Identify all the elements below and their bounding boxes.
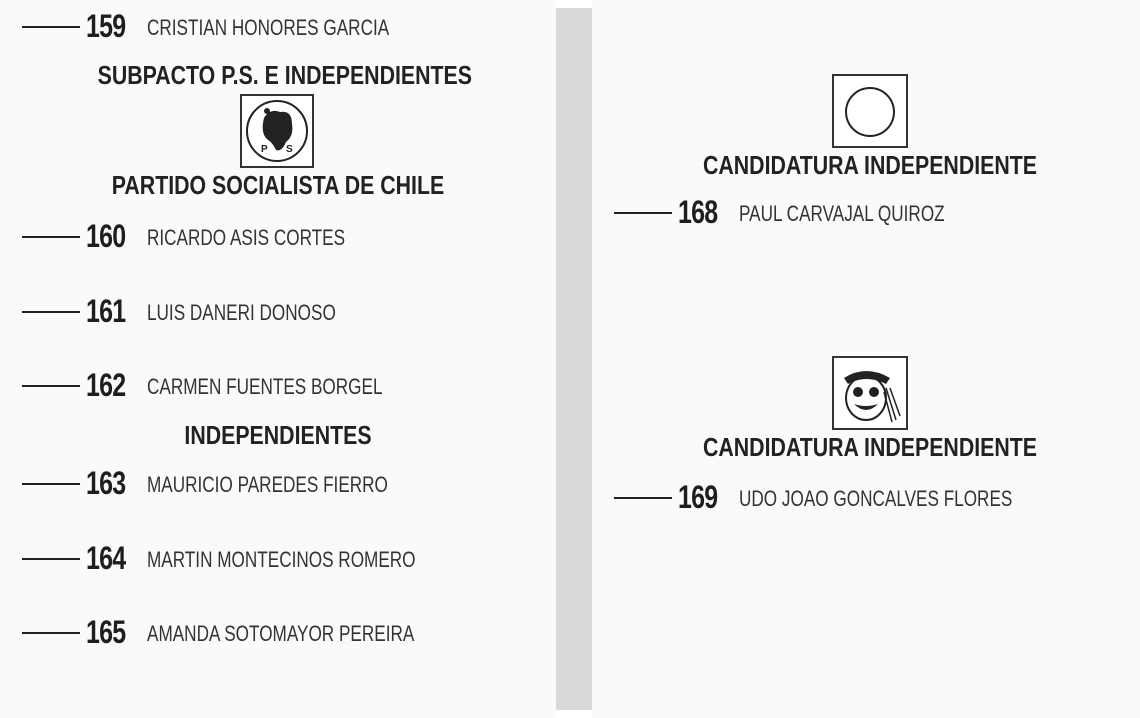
candidate-row[interactable]: [22, 463, 542, 503]
socialist-party-logo-icon: [240, 94, 314, 168]
circle-emblem-icon: [832, 74, 908, 148]
vote-line[interactable]: [22, 558, 80, 560]
candidate-name: RICARDO ASIS CORTES: [147, 225, 346, 250]
vote-line[interactable]: [22, 385, 80, 387]
vote-line[interactable]: [614, 497, 672, 499]
candidate-row[interactable]: [22, 291, 542, 331]
candidate-number: 169: [678, 479, 718, 515]
svg-text:S: S: [286, 144, 293, 155]
candidate-row[interactable]: [22, 6, 542, 46]
candidate-number: 159: [86, 8, 126, 44]
candidate-number: 161: [86, 293, 126, 329]
candidate-name: MAURICIO PAREDES FIERRO: [147, 472, 388, 497]
candidate-number: 165: [86, 614, 126, 650]
party-title: PARTIDO SOCIALISTA DE CHILE: [111, 170, 445, 200]
candidate-row[interactable]: [22, 612, 542, 652]
candidate-name: AMANDA SOTOMAYOR PEREIRA: [147, 621, 415, 646]
candidate-number: 168: [678, 194, 718, 230]
candidate-number: 164: [86, 540, 126, 576]
vote-line[interactable]: [22, 311, 80, 313]
candidate-name: LUIS DANERI DONOSO: [147, 300, 336, 325]
candidate-row[interactable]: [22, 538, 542, 578]
face-portrait-emblem-icon: [832, 356, 908, 430]
candidate-name: CARMEN FUENTES BORGEL: [147, 374, 383, 399]
vote-line[interactable]: [22, 483, 80, 485]
column-divider: [556, 8, 592, 710]
vote-line[interactable]: [22, 236, 80, 238]
candidate-number: 160: [86, 218, 126, 254]
vote-line[interactable]: [614, 212, 672, 214]
vote-line[interactable]: [22, 26, 80, 28]
candidate-number: 162: [86, 367, 126, 403]
candidate-row[interactable]: [614, 192, 1114, 232]
candidate-number: 163: [86, 465, 126, 501]
svg-text:P: P: [261, 144, 268, 155]
independents-title: INDEPENDIENTES: [184, 420, 372, 450]
candidate-name: CRISTIAN HONORES GARCIA: [147, 15, 390, 40]
candidate-row[interactable]: [22, 216, 542, 256]
subpact-title: SUBPACTO P.S. E INDEPENDIENTES: [97, 60, 472, 90]
candidate-name: PAUL CARVAJAL QUIROZ: [739, 201, 945, 226]
candidacy-title: CANDIDATURA INDEPENDIENTE: [702, 432, 1038, 462]
candidate-row[interactable]: [22, 365, 542, 405]
vote-line[interactable]: [22, 632, 80, 634]
candidate-row[interactable]: [614, 477, 1114, 517]
candidacy-title: CANDIDATURA INDEPENDIENTE: [702, 150, 1038, 180]
candidate-name: UDO JOAO GONCALVES FLORES: [739, 486, 1013, 511]
candidate-name: MARTIN MONTECINOS ROMERO: [147, 547, 416, 572]
